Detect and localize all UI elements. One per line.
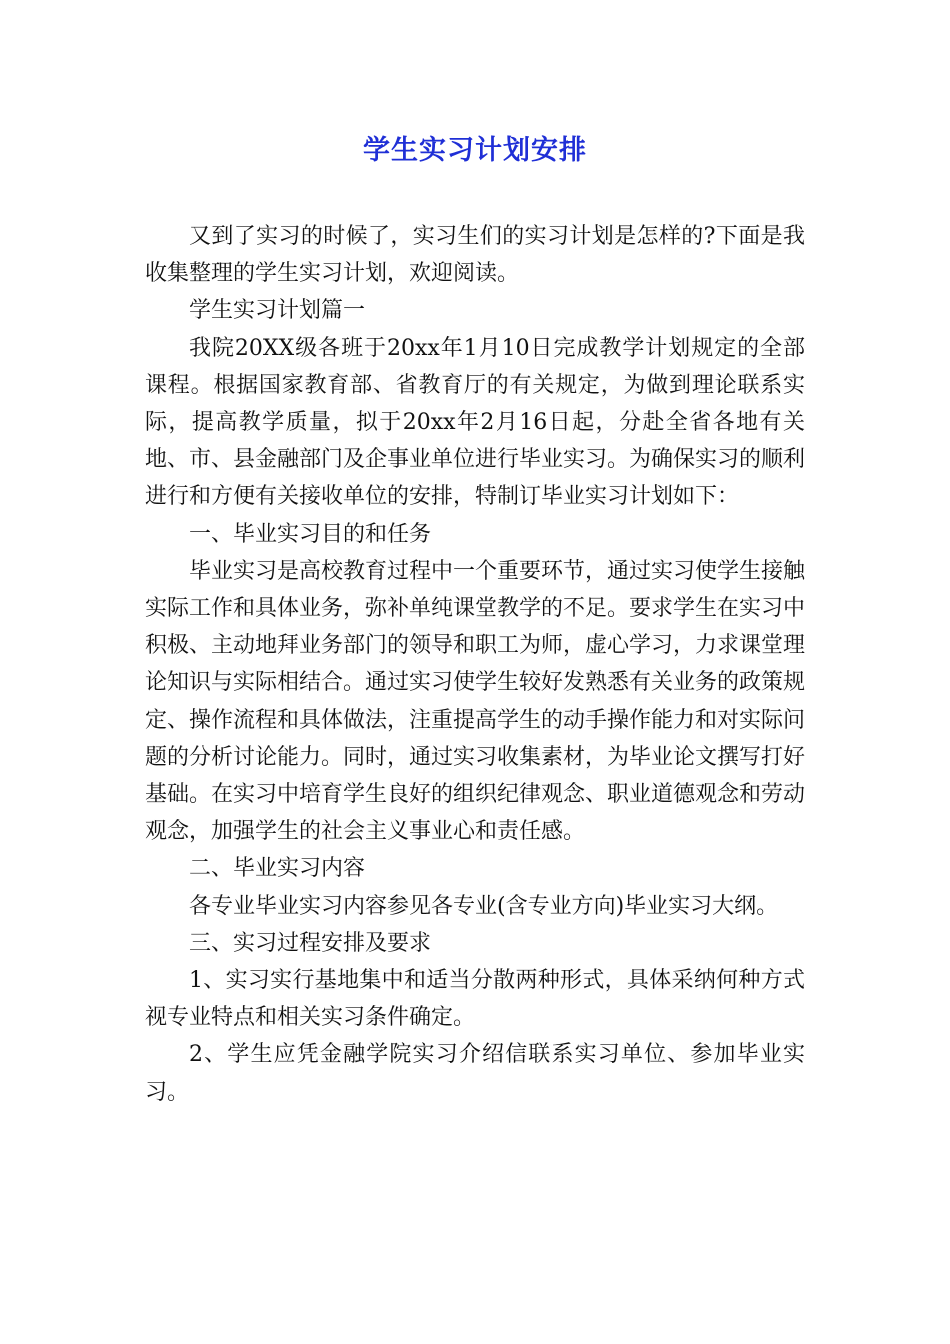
document-body	[145, 218, 805, 1111]
section-heading-content: 二、毕业实习内容	[189, 856, 366, 882]
section-heading-arrangement: 三、实习过程安排及要求	[189, 930, 432, 956]
body-paragraph: 毕业实习是高校教育过程中一个重要环节，通过实习使学生接触实际工作和具体业务，弥补单纯课堂教学的不足。要求学生在实习中积极、主动地拜业务部门的领导和职工为师，虚心学习，力求课堂理论知识与实际相结合。通过实习使学生较好发熟悉有关业务的政策规定、操作流程和具体做法，注重提高学生的动手操作能力和对实际问题的分析讨论能力。同时，通过实习收集素材，为毕业论文撰写打好基础。在实习中培育学生良好的组织纪律观念、职业道德观念和劳动观念，加强学生的社会主义事业心和责任感。	[145, 558, 806, 845]
body-paragraph: 我院20XX级各班于20xx年1月10日完成教学计划规定的全部课程。根据国家教育部、省教育厅的有关规定，为做到理论联系实际，提高教学质量，拟于20xx年2月16日起，分赴全省各地有关地、市、县金融部门及企事业单位进行毕业实习。为确保实习的顺利进行和方便有关接收单位的安排，特制订毕业实习计划如下：	[145, 335, 806, 510]
list-item: 2、学生应凭金融学院实习介绍信联系实习单位、参加毕业实习。	[145, 1042, 805, 1105]
body-paragraph: 各专业毕业实习内容参见各专业(含专业方向)毕业实习大纲。	[189, 893, 779, 919]
list-item: 1、实习实行基地集中和适当分散两种形式，具体采纳何种方式视专业特点和相关实习条件确定。	[145, 968, 805, 1031]
document-title: 学生实习计划安排	[363, 135, 587, 166]
section-heading-purpose: 一、毕业实习目的和任务	[189, 521, 432, 547]
section-heading-plan-one: 学生实习计划篇一	[189, 298, 366, 324]
intro-paragraph: 又到了实习的时候了，实习生们的实习计划是怎样的?下面是我收集整理的学生实习计划，欢迎阅读。	[145, 224, 805, 287]
